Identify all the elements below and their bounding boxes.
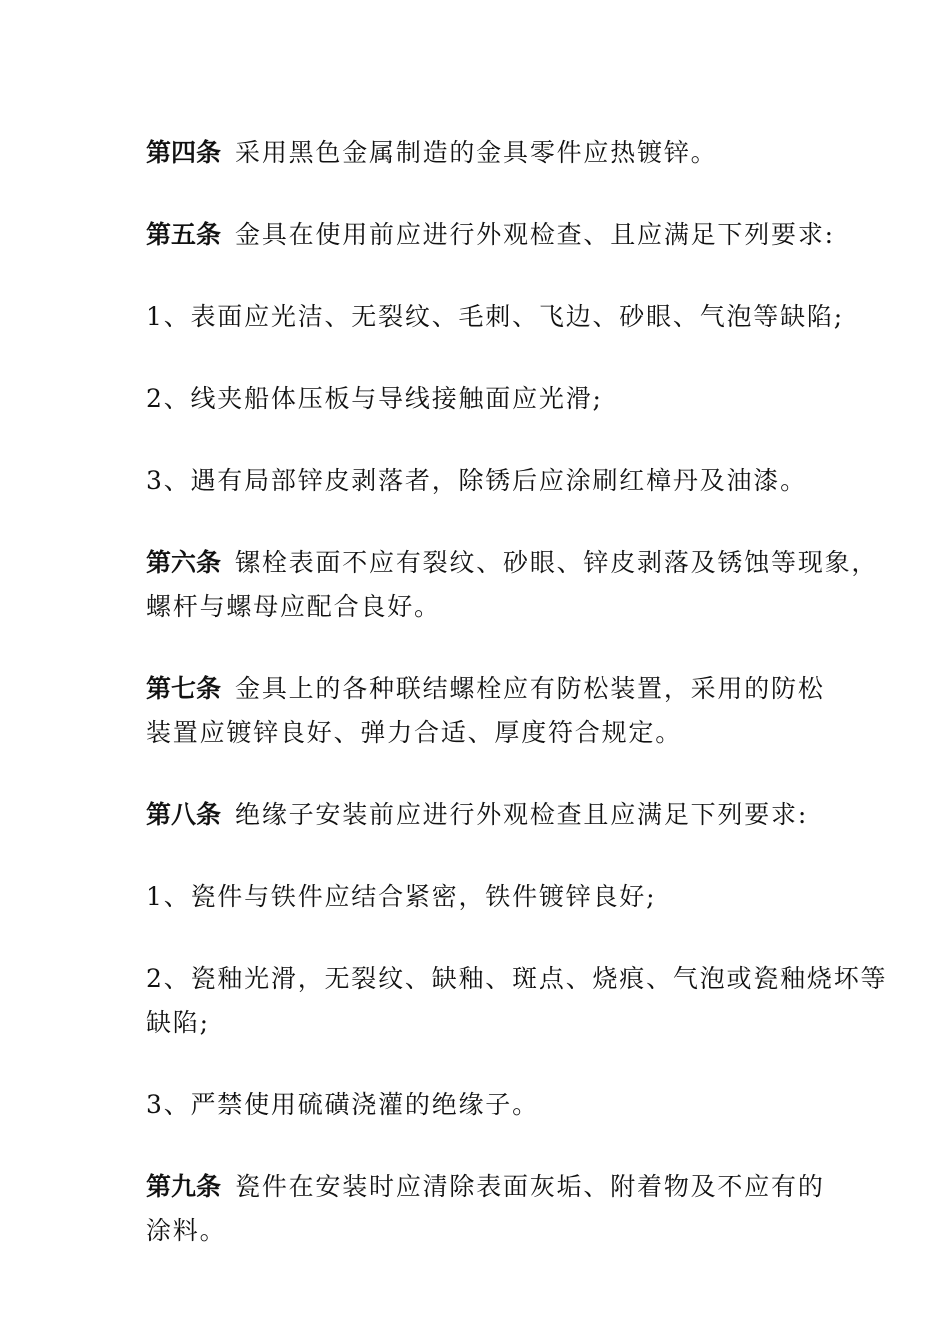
article-number: 第五条 xyxy=(146,220,222,249)
article-number: 第九条 xyxy=(146,1172,222,1201)
article-number: 第八条 xyxy=(146,800,222,829)
article-text-continued: 装置应镀锌良好、弹力合适、厚度符合规定。 xyxy=(146,718,683,747)
article-5 xyxy=(146,213,835,257)
article-text: 采用黑色金属制造的金具零件应热镀锌。 xyxy=(235,138,718,167)
article-text-continued: 涂料。 xyxy=(146,1216,227,1245)
article-9 xyxy=(146,1165,826,1253)
list-item-text: 2、瓷釉光滑，无裂纹、缺釉、斑点、烧痕、气泡或瓷釉烧坏等 xyxy=(146,964,888,993)
article-6 xyxy=(146,541,879,629)
article-text: 金具上的各种联结螺栓应有防松装置，采用的防松 xyxy=(235,674,825,703)
list-item-text: 1、瓷件与铁件应结合紧密，铁件镀锌良好; xyxy=(146,882,657,911)
list-item xyxy=(146,377,826,421)
list-item xyxy=(146,957,888,1045)
list-item-text: 1、表面应光洁、无裂纹、毛刺、飞边、砂眼、气泡等缺陷; xyxy=(146,302,844,331)
list-item xyxy=(146,295,844,339)
article-7 xyxy=(146,667,826,755)
list-item xyxy=(146,459,826,503)
list-item-text: 3、严禁使用硫磺浇灌的绝缘子。 xyxy=(146,1090,539,1119)
article-text: 瓷件在安装时应清除表面灰垢、附着物及不应有的 xyxy=(235,1172,825,1201)
article-8 xyxy=(146,793,826,837)
document-body xyxy=(146,131,888,1291)
article-4 xyxy=(146,131,826,175)
article-number: 第六条 xyxy=(146,548,222,577)
list-item xyxy=(146,1083,826,1127)
list-item-text: 2、线夹船体压板与导线接触面应光滑; xyxy=(146,384,603,413)
article-text: 金具在使用前应进行外观检查、且应满足下列要求: xyxy=(235,220,835,249)
list-item xyxy=(146,875,826,919)
list-item-text-continued: 缺陷; xyxy=(146,1008,210,1037)
article-text-continued: 螺杆与螺母应配合良好。 xyxy=(146,592,441,621)
article-text: 绝缘子安装前应进行外观检查且应满足下列要求: xyxy=(235,800,809,829)
article-number: 第七条 xyxy=(146,674,222,703)
article-text: 镙栓表面不应有裂纹、砂眼、锌皮剥落及锈蚀等现象， xyxy=(235,548,879,577)
list-item-text: 3、遇有局部锌皮剥落者，除锈后应涂刷红樟丹及油漆。 xyxy=(146,466,807,495)
article-number: 第四条 xyxy=(146,138,222,167)
